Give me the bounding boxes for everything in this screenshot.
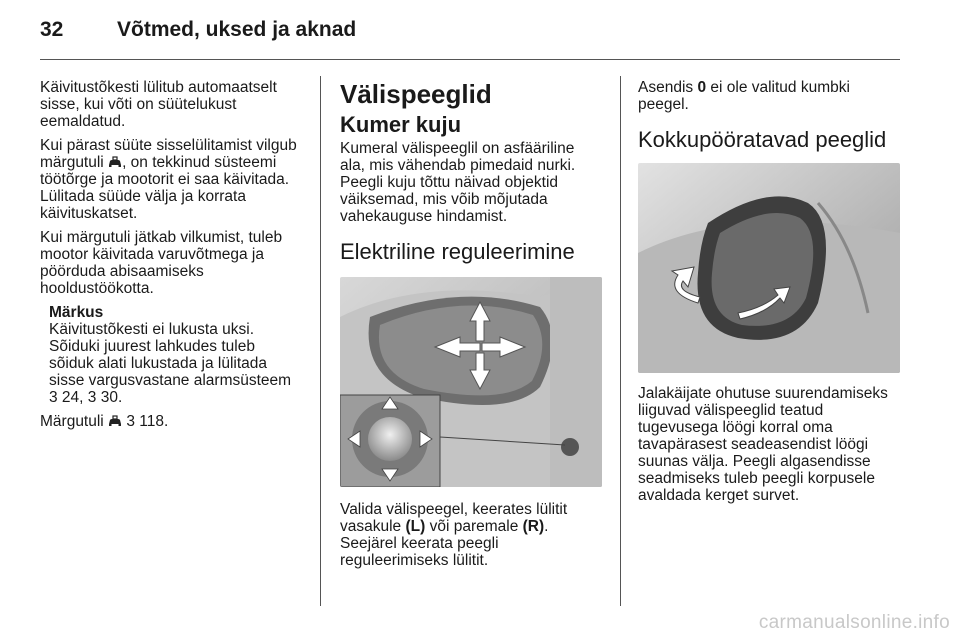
- sub-heading: Kumer kuju: [340, 112, 462, 137]
- watermark: carmanualsonline.info: [758, 612, 950, 633]
- column-divider-2: [620, 76, 621, 606]
- note-text: Käivitustõkesti ei lukusta uksi. Sõiduki juurest lahkudes tuleb sõiduk alati lukustada ja lülitada sisse vargusvastane alarmsüsteem: [49, 321, 292, 389]
- folding-mirror-illustration: [638, 163, 900, 373]
- column-divider-1: [320, 76, 321, 606]
- paragraph: Käivitustõkesti lülitub automaatselt sisse, kui võti on süütelukust eemaldatud.: [40, 79, 277, 130]
- mirror-adjustment-illustration: [340, 277, 602, 487]
- note-label: Märkus: [49, 304, 104, 321]
- note-refs: 3 24, 3 30.: [49, 389, 123, 406]
- header-divider: [40, 59, 900, 60]
- paragraph: Kui märgutuli jätkab vilkumist, tuleb mootor käivitada varuvõtmega ja pöörduda abisaamiseks hooldustöökotta.: [40, 229, 283, 297]
- paragraph: Asendis 0 ei ole valitud kumbki peegel.: [638, 79, 850, 113]
- car-lock-icon: [108, 415, 122, 427]
- note-box: [49, 304, 308, 406]
- page-number: 32: [40, 18, 64, 41]
- paragraph: Märgutuli 3 118.: [40, 413, 169, 430]
- paragraph: Kumeral välispeeglil on asfääriline ala, mis vähendab pimedaid nurki. Peegli kuju tõttu näivad objektid väiksemad, mis võib mõjutada vahekauguse hindamist.: [340, 140, 576, 225]
- section-heading: Välispeeglid: [340, 79, 492, 109]
- car-lock-icon: [108, 156, 122, 168]
- column-2: [340, 79, 608, 576]
- paragraph: Valida välispeegel, keerates lülitit vasakule (L) või paremale (R). Seejärel keerata peegli reguleerimiseks lülitit.: [340, 501, 568, 569]
- column-1: [40, 79, 308, 437]
- paragraph: Kui pärast süüte sisselülitamist vilgub märgutuli , on tekkinud süsteemi töötõrge ja mootorit ei saa käivitada. Lülitada süüde välja ja korrata käivituskatset.: [40, 137, 297, 222]
- paragraph: Jalakäijate ohutuse suurendamiseks liiguvad välispeeglid teatud tugevusega löögi korral oma tavapärasest seadeasendist löögi suunas välja. Peegli algasendisse seadmiseks tuleb peegli korpusele avaldada kerget survet.: [638, 385, 888, 504]
- section-title: Kokkupööratavad peeglid: [638, 127, 887, 152]
- column-3: [638, 79, 906, 511]
- section-title: Elektriline reguleerimine: [340, 239, 575, 264]
- page-title: Võtmed, uksed ja aknad: [117, 18, 357, 41]
